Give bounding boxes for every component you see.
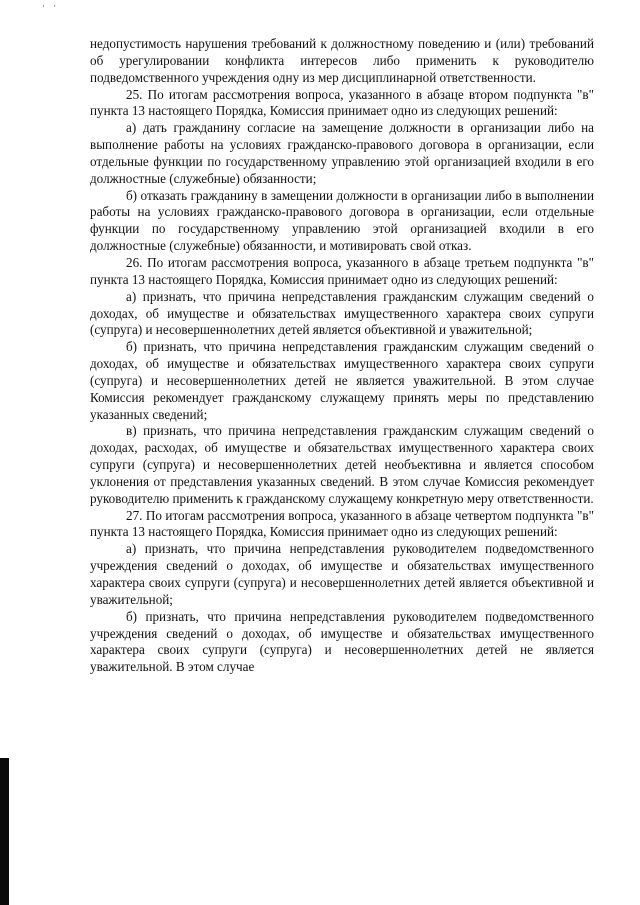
paragraph-26-v: в) признать, что причина непредставления гражданским служащим сведений о доходах, расходах, об имуществе и обязательствах имущественного характера своих супруги (супруга) и несовершеннолетних детей необъективна и является способом уклонения от представления указанных сведений. В этом случае Комиссия рекомендует руководителю применить к гражданскому служащему конкретную меру ответственности. [90, 423, 594, 506]
paragraph-27-b: б) признать, что причина непредставления руководителем подведомственного учреждения сведений о доходах, об имуществе и обязательствах имущественного характера своих супруги (супруга) и несовершеннолетних детей не является уважительной. В этом случае [90, 608, 594, 675]
paragraph-25-intro: 25. По итогам рассмотрения вопроса, указанного в абзаце втором подпункта "в" пункта 13 настоящего Порядка, Комиссия принимает одно из следующих решений: [90, 86, 594, 119]
document-body [90, 36, 594, 676]
paragraph-25-a: а) дать гражданину согласие на замещение должности в организации либо на выполнение работы на условиях гражданско-правового договора в организации, если отдельные функции по государственному управлению этой организацией входили в его должностные (служебные) обязанности; [90, 120, 594, 186]
paragraph-26-intro: 26. По итогам рассмотрения вопроса, указанного в абзаце третьем подпункта "в" пункта 13 настоящего Порядка, Комиссия принимает одно из следующих решений: [90, 254, 594, 287]
paragraph-continuation: недопустимость нарушения требований к должностному поведению и (или) требований об урегулировании конфликта интересов либо применить к руководителю подведомственного учреждения одну из мер дисциплинарной ответственности. [90, 36, 594, 85]
paragraph-27-intro: 27. По итогам рассмотрения вопроса, указанного в абзаце четвертом подпункта "в" пункта 13 настоящего Порядка, Комиссия принимает одно из следующих решений: [90, 507, 594, 540]
paragraph-26-b: б) признать, что причина непредставления гражданским служащим сведений о доходах, об имуществе и обязательствах имущественного характера своих супруги (супруга) и несовершеннолетних детей не является уважительной. В этом случае Комиссия рекомендует гражданскому служащему принять меры по представлению указанных сведений; [90, 339, 594, 422]
paragraph-27-a: а) признать, что причина непредставления руководителем подведомственного учреждения сведений о доходах, об имуществе и обязательствах имущественного характера своих супруги (супруга) и несовершеннолетних детей является объективной и уважительной; [90, 541, 594, 607]
paragraph-26-a: а) признать, что причина непредставления гражданским служащим сведений о доходах, об имуществе и обязательствах имущественного характера своих супруги (супруга) и несовершеннолетних детей является объективной и уважительной; [90, 288, 594, 338]
scan-binding-edge [0, 758, 9, 905]
paragraph-25-b: б) отказать гражданину в замещении должности в организации либо в выполнении работы на условиях гражданско-правового договора в организации, если отдельные функции по государственному управлению этой организацией входили в его должностные (служебные) обязанности, и мотивировать свой отказ. [90, 187, 594, 254]
scan-corner-marks: · · [42, 1, 60, 11]
